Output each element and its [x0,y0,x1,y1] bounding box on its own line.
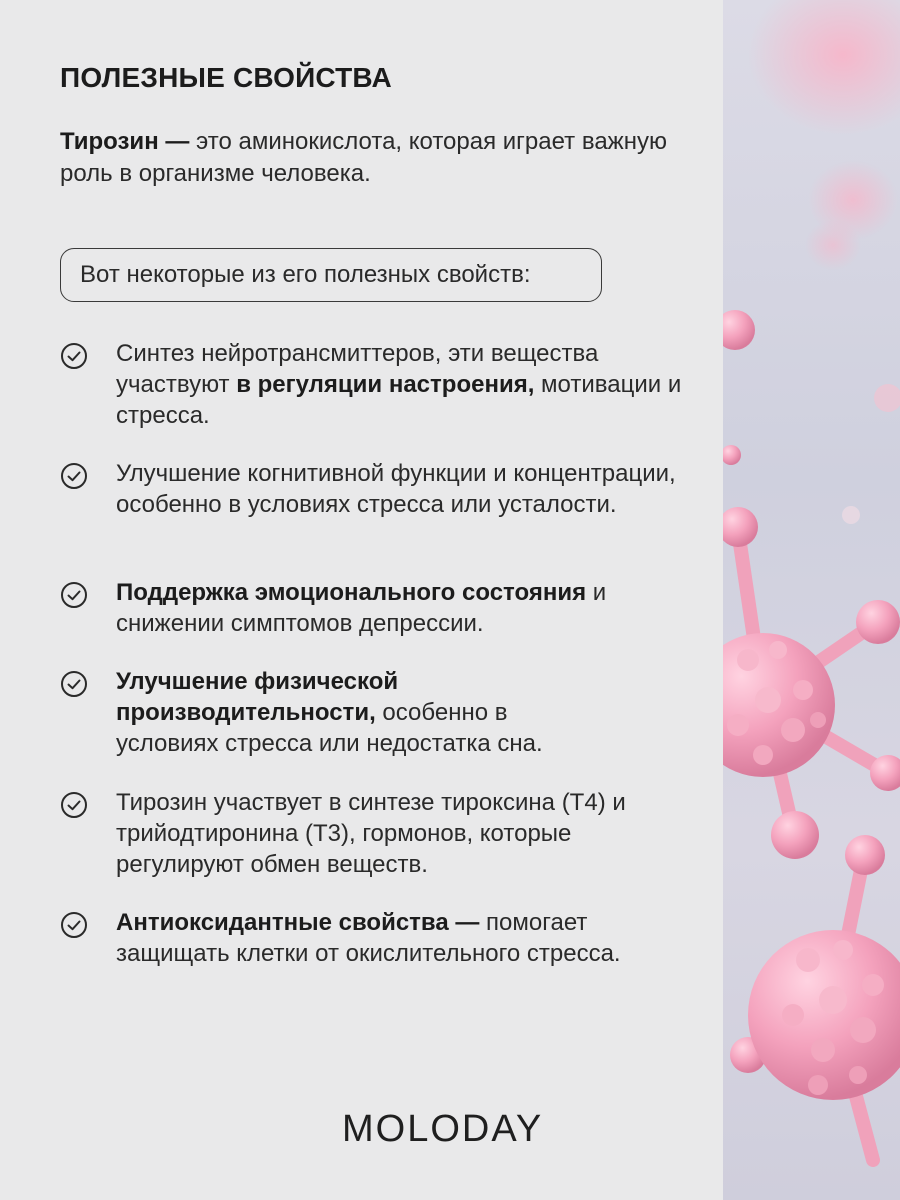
intro-text [60,126,680,190]
item-text-part: помогает защищать клетки от окислительного стресса. [116,909,621,967]
list-item-text [116,907,656,969]
item-text-part: Улучшение когнитивной функции и концентрации, особенно в условиях стресса или усталости. [116,460,676,518]
item-text-part: и снижении симптомов депрессии. [116,579,607,637]
item-text-bold: Улучшение физической производительности, [116,668,399,726]
check-circle-icon [60,791,88,819]
item-text-part: особенно в условиях стресса или недостатка сна. [116,699,543,757]
list-item-text [116,787,656,880]
list-item-text [116,577,696,639]
item-text-bold: Поддержка эмоционального состояния [116,579,587,606]
brand-logo: MOLODAY [342,1108,544,1150]
item-text-part: Синтез нейротрансмиттеров, эти вещества участвуют [116,340,599,398]
intro-bold: Тирозин — [60,128,190,155]
molecule-illustration [723,0,900,1200]
check-circle-icon [60,670,88,698]
item-text-part: мотивации и стресса. [116,371,682,429]
intro-rest: это аминокислота, которая играет важную роль в организме человека. [60,128,667,187]
check-circle-icon [60,462,88,490]
page-title: ПОЛЕЗНЫЕ СВОЙСТВА [60,62,392,93]
properties-pill [60,248,602,302]
item-text-bold: Антиоксидантные свойства — [116,909,480,936]
pill-label: Вот некоторые из его полезных свойств: [80,261,531,288]
check-circle-icon [60,911,88,939]
item-text-bold: в регуляции настроения, [236,371,535,398]
item-text-part: Тирозин участвует в синтезе тироксина (T4) и трийодтиронина (T3), гормонов, которые регулируют обмен веществ. [116,789,626,878]
list-item-text [116,666,596,759]
list-item-text [116,458,696,520]
molecule-image [723,0,900,1200]
list-item-text [116,338,696,431]
check-circle-icon [60,342,88,370]
check-circle-icon [60,581,88,609]
